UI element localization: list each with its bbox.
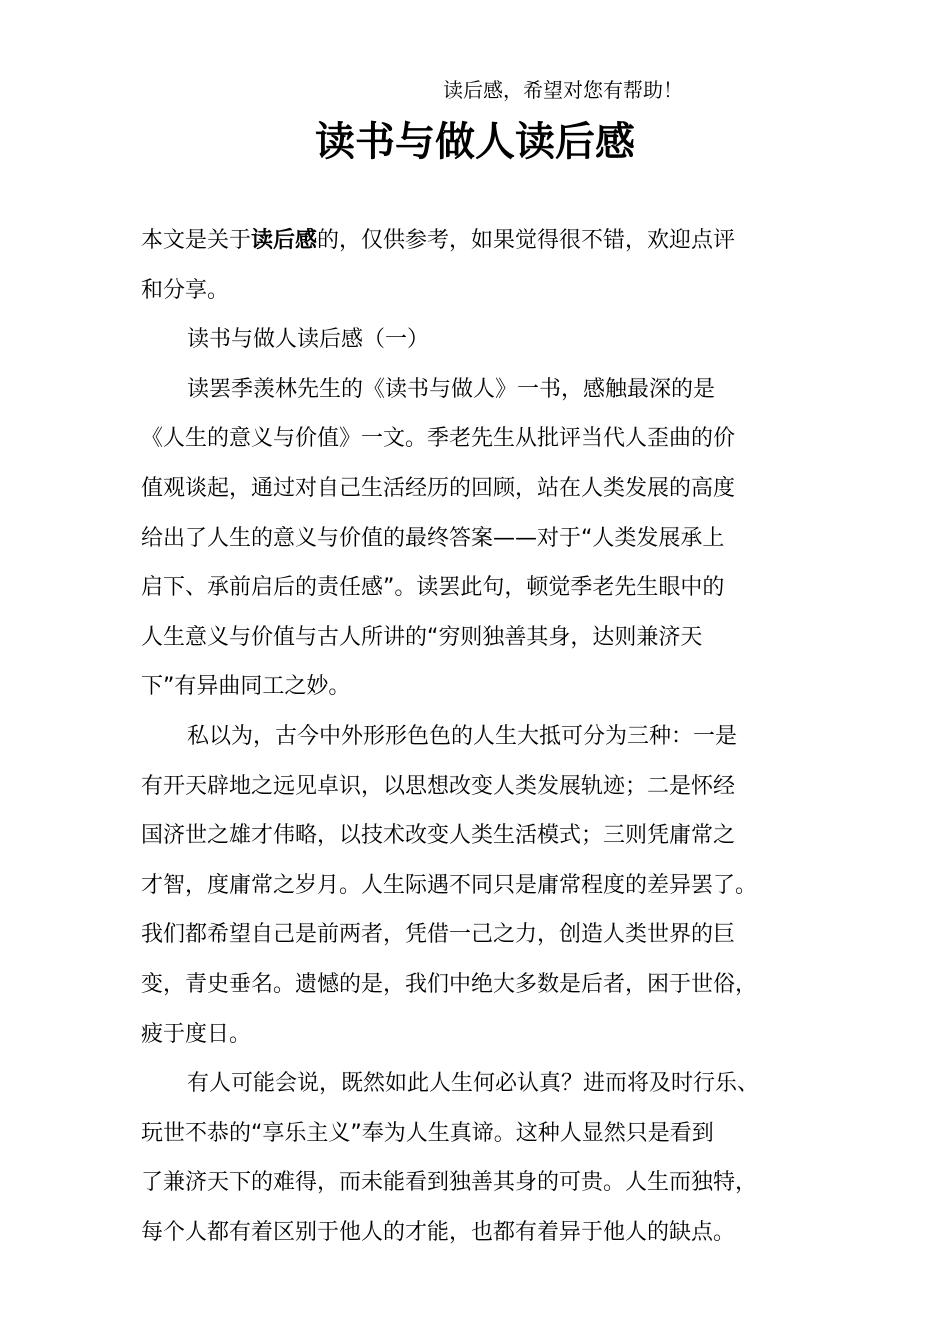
- paragraph-line: 有开天辟地之远见卓识，以思想改变人类发展轨迹；二是怀经: [141, 773, 736, 799]
- paragraph-line: 《人生的意义与价值》一文。季老先生从批评当代人歪曲的价: [141, 426, 736, 452]
- paragraph-line: 读罢季羡林先生的《读书与做人》一书，感触最深的是: [187, 376, 716, 402]
- document-body: [141, 216, 817, 1257]
- document-title: 读书与做人读后感: [315, 119, 635, 165]
- paragraph-line: 玩世不恭的“享乐主义”奉为人生真谛。这种人显然只是看到: [141, 1120, 714, 1146]
- intro-line-2: 和分享。: [141, 277, 230, 303]
- paragraph-line: 人生意义与价值与古人所讲的“穷则独善其身，达则兼济天: [141, 624, 703, 650]
- paragraph-line: 有人可能会说，既然如此人生何必认真？进而将及时行乐、: [187, 1071, 760, 1097]
- paragraph-line: 我们都希望自己是前两者，凭借一己之力，创造人类世界的巨: [141, 922, 736, 948]
- header-note: 读后感，希望对您有帮助！: [443, 78, 683, 102]
- paragraph-line: 启下、承前启后的责任感”。读罢此句，顿觉季老先生眼中的: [141, 575, 725, 601]
- paragraph-line: 每个人都有着区别于他人的才能，也都有着异于他人的缺点。: [141, 1219, 736, 1245]
- paragraph-line: 疲于度日。: [141, 1021, 252, 1047]
- paragraph-line: 才智，度庸常之岁月。人生际遇不同只是庸常程度的差异罢了。: [141, 872, 758, 898]
- paragraph-line: 给出了人生的意义与价值的最终答案——对于“人类发展承上: [141, 525, 725, 551]
- section-heading: 读书与做人读后感（一）: [187, 327, 430, 353]
- paragraph-line: 值观谈起，通过对自己生活经历的回顾，站在人类发展的高度: [141, 475, 736, 501]
- paragraph-line: 变，青史垂名。遗憾的是，我们中绝大多数是后者，困于世俗，: [141, 971, 758, 997]
- paragraph-line: 私以为，古今中外形形色色的人生大抵可分为三种：一是: [187, 723, 738, 749]
- intro-keyword: 读后感: [251, 228, 318, 253]
- intro-suffix: 的，仅供参考，如果觉得很不错，欢迎点评: [317, 228, 736, 253]
- intro-line-1: [141, 216, 817, 266]
- paragraph-line: 国济世之雄才伟略，以技术改变人类生活模式；三则凭庸常之: [141, 823, 736, 849]
- intro-prefix: 本文是关于: [141, 228, 252, 253]
- paragraph-line: 下”有异曲同工之妙。: [141, 674, 351, 700]
- paragraph-line: 了兼济天下的难得，而未能看到独善其身的可贵。人生而独特，: [141, 1170, 758, 1196]
